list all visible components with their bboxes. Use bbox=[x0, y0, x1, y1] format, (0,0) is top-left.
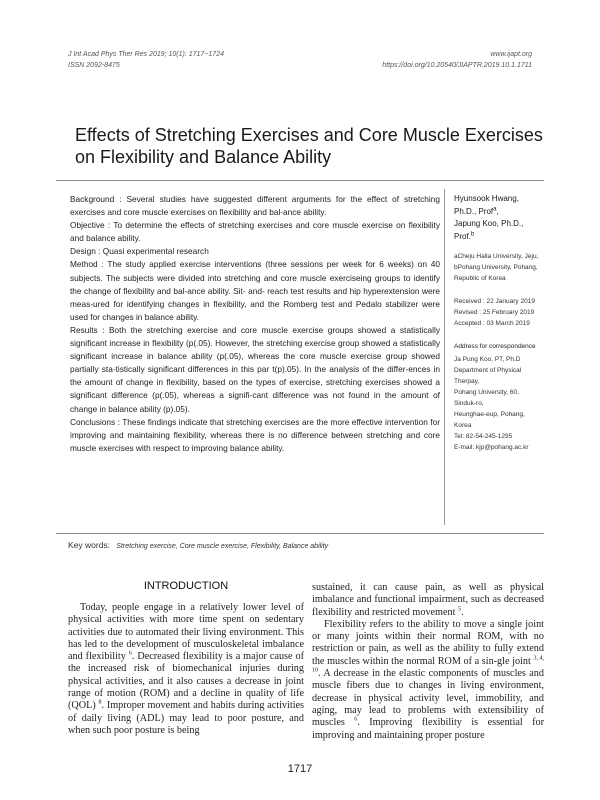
abstract-objective: Objective : To determine the effects of stretching exercises and core muscle exercise on flexibility and balance ability. bbox=[70, 220, 440, 244]
paper-title: Effects of Stretching Exercises and Core Muscle Exercises on Flexibility and Balance Ability bbox=[75, 125, 543, 168]
keywords-list: Stretching exercise, Core muscle exercise, Flexibility, Balance ability bbox=[116, 543, 329, 550]
page-number: 1717 bbox=[287, 763, 313, 775]
keywords-label: Key words: bbox=[68, 540, 111, 550]
author-1-sup: a bbox=[493, 205, 497, 212]
journal-issn: ISSN 2092-8475 bbox=[68, 62, 120, 69]
revised-date: Revised : 25 February 2019 bbox=[454, 309, 535, 316]
intro-paragraph-1-continued: sustained, it can cause pain, as well as physical imbalance and functional impairment, such as decreased flexibility and restricted movement $^5$. bbox=[312, 582, 544, 618]
correspondence-name: Ja Pung Koo, PT, Ph.D bbox=[454, 356, 521, 363]
correspondence bbox=[454, 341, 540, 453]
correspondence-addr1: Pohang University, 60, Sinduk-ro, bbox=[454, 389, 519, 407]
abstract-method: Method : The study applied exercise interventions (three sessions per week for 6 weeks) on 40 subjects. The subjects were divided into stretching and core muscle exerciseing groups to identify the change of flexibility and bal-ance ability. Sit- and- reach test results and hip hyperextension were meas-ured for identifying changes in flexibility, and the Romberg test and Pedalo stabilizer were used for changes in balance ability. bbox=[70, 259, 440, 322]
journal-citation: J Int Acad Phys Ther Res 2019; 10(1): 1717~1724 bbox=[68, 51, 224, 58]
author-2: Japung Koo, Ph.D., Prof. bbox=[454, 219, 524, 241]
journal-info bbox=[68, 49, 224, 71]
correspondence-email[interactable]: E-mail: kjp@pohang.ac.kr bbox=[454, 444, 529, 451]
abstract-background: Background : Several studies have suggested different arguments for the effect of stretching exercises and core muscle exercises on flexibility and bal-ance ability. bbox=[70, 194, 440, 218]
body-column-left bbox=[68, 602, 304, 737]
article-dates bbox=[454, 296, 540, 329]
author-2-sup: b bbox=[470, 230, 475, 237]
abstract-divider bbox=[444, 189, 445, 525]
correspondence-title: Address for correspondence bbox=[454, 343, 536, 350]
abstract bbox=[70, 193, 440, 455]
keywords bbox=[68, 540, 328, 550]
accepted-date: Accepted : 03 March 2019 bbox=[454, 320, 530, 327]
author-sidebar bbox=[454, 193, 540, 453]
author-1: Hyunsook Hwang, Ph.D., Prof bbox=[454, 194, 519, 216]
journal-url[interactable]: www.ijapt.org bbox=[490, 51, 532, 58]
abstract-conclusions: Conclusions : These findings indicate that stretching exercises are the more effective intervention for improving and maintaining flexibility, whereas there is no difference between stretching and core muscle exercises with respect to improving balance ability. bbox=[70, 416, 440, 453]
doi-link[interactable]: https://doi.org/10.20540/JIAPTR.2019.10.1.1711 bbox=[382, 62, 532, 69]
correspondence-addr2: Heunghae-eup, Pohang, Korea bbox=[454, 411, 525, 429]
journal-links bbox=[382, 49, 532, 71]
section-heading-introduction: INTRODUCTION bbox=[143, 580, 229, 592]
abstract-design: Design : Quasi experimental research bbox=[70, 246, 209, 257]
affiliation: aCheju Halla University, Jeju, bPohang University, Pohang, Republic of Korea bbox=[454, 253, 539, 282]
body-column-right bbox=[312, 582, 544, 742]
authors: Hyunsook Hwang, Ph.D., Prof$^a$, Japung Koo, Ph.D., Prof.$^b$ bbox=[454, 194, 524, 241]
correspondence-tel: Tel: 82-54-245-1295 bbox=[454, 433, 513, 440]
intro-paragraph-2: Flexibility refers to the ability to move a single joint or many joints within their normal ROM, with no restriction or pain, as well as the ability to fully extend the muscles within the normal ROM of a sin-gle joint $^{3, 4, 10}$. A decrease in the elastic components of muscles and muscle fibers due to changes in living environment, decrease in physical activity level, immobility, and aging, may lead to problems with extensibility of muscles $^6$. Improving flexibility is essential for improving and maintaining proper posture bbox=[312, 618, 545, 741]
abstract-box bbox=[56, 180, 544, 534]
abstract-results: Results : Both the stretching exercise and core muscle exercise groups showed a statistically significant increase in flexibility (p(.05). However, the stretching exercise group showed a statistically significant increase in balance ability (p(.05), whereas the core muscle exercise group showed partially sta-tistically significant differences in this par t(p).05). In the analysis of the differ-ences in the amount of change in flexibility, based on the types of exercise, stretching exercises showed a significant difference (p(.05), whereas a signifi-cant difference was not found in the amount of change in balance ability (p).05). bbox=[70, 324, 440, 414]
received-date: Received : 22 January 2019 bbox=[454, 298, 535, 305]
intro-paragraph-1: Today, people engage in a relatively lower level of physical activities with more time spent on sedentary activities due to automated their living environment. This has led to the development of musculoskeletal imbalance and flexibility $^6$. Decreased flexibility is a major cause of the increased risk of biomechanical injuries during physical activities, and it also causes a decrease in joint range of motion (ROM) and a decline in quality of life (QOL) $^8$. Improper movement and habits during activities of daily living (ADL) may lead to poor posture, and when such poor posture is being bbox=[68, 602, 305, 736]
correspondence-dept: Department of Physical Therpay, bbox=[454, 367, 522, 385]
